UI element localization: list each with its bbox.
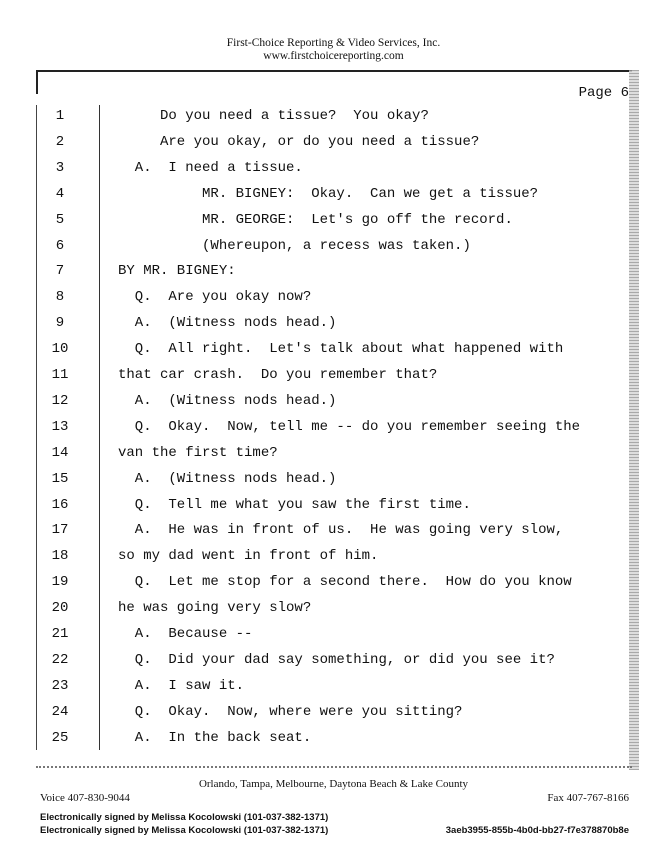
transcript-line <box>36 263 626 289</box>
line-number: 4 <box>55 185 65 202</box>
transcript-line <box>36 678 626 704</box>
line-text: A. In the back seat. <box>118 729 312 746</box>
line-text: he was going very slow? <box>118 600 312 617</box>
transcript-line <box>36 626 626 652</box>
line-number: 2 <box>55 133 65 150</box>
e-signature-line: Electronically signed by Melissa Kocolowski (101-037-382-1371) <box>40 825 329 836</box>
line-number: 22 <box>51 651 69 668</box>
line-text: Q. Tell me what you saw the first time. <box>118 496 471 513</box>
line-text: MR. GEORGE: Let's go off the record. <box>118 211 513 228</box>
line-number: 20 <box>51 600 69 617</box>
line-number: 23 <box>51 677 69 694</box>
line-number: 19 <box>51 574 69 591</box>
transcript-line <box>36 289 626 315</box>
transcript-line <box>36 341 626 367</box>
line-number: 6 <box>55 237 65 254</box>
line-text: Q. Okay. Now, tell me -- do you remember seeing the <box>118 418 581 435</box>
transcript-line <box>36 445 626 471</box>
line-text: so my dad went in front of him. <box>118 548 379 565</box>
line-number: 15 <box>51 470 69 487</box>
line-text: Q. All right. Let's talk about what happened with <box>118 341 564 358</box>
transcript-line <box>36 730 626 756</box>
line-text: Do you need a tissue? You okay? <box>118 108 429 124</box>
transcript-line <box>36 471 626 497</box>
line-text: A. (Witness nods head.) <box>118 315 337 332</box>
line-text: A. I need a tissue. <box>118 159 303 176</box>
line-number: 12 <box>51 392 69 409</box>
line-text: van the first time? <box>118 444 278 461</box>
transcript-line <box>36 238 626 264</box>
transcript-line <box>36 160 626 186</box>
frame-left-border <box>36 70 38 94</box>
document-header <box>0 37 667 63</box>
bottom-border-rule <box>36 766 632 768</box>
transcript-line <box>36 393 626 419</box>
page-number: Page 6 <box>578 85 629 101</box>
line-text: (Whereupon, a recess was taken.) <box>118 237 471 254</box>
line-text: Q. Did your dad say something, or did you see it? <box>118 651 555 668</box>
line-text: Q. Okay. Now, where were you sitting? <box>118 703 463 720</box>
transcript-line <box>36 497 626 523</box>
line-text: A. (Witness nods head.) <box>118 392 337 409</box>
e-signature-line: Electronically signed by Melissa Kocolowski (101-037-382-1371) <box>40 812 329 823</box>
line-number: 3 <box>55 159 65 176</box>
transcript-line <box>36 212 626 238</box>
line-number: 24 <box>51 703 69 720</box>
frame-top-border <box>36 70 632 72</box>
line-text: Q. Let me stop for a second there. How do you know <box>118 574 572 591</box>
line-number: 21 <box>51 626 69 642</box>
line-number: 8 <box>55 289 65 306</box>
transcript-line <box>36 315 626 341</box>
transcript-line <box>36 419 626 445</box>
company-website: www.firstchoicereporting.com <box>263 50 404 62</box>
line-number: 13 <box>51 418 69 435</box>
scan-edge-shading <box>629 70 639 770</box>
transcript-line <box>36 186 626 212</box>
line-text: that car crash. Do you remember that? <box>118 367 438 383</box>
line-number: 18 <box>51 548 69 565</box>
transcript-line <box>36 600 626 626</box>
line-number: 17 <box>51 522 69 539</box>
line-number: 5 <box>55 211 65 228</box>
line-number: 7 <box>55 263 65 280</box>
line-text: Are you okay, or do you need a tissue? <box>118 133 480 150</box>
transcript-line <box>36 652 626 678</box>
line-number: 11 <box>51 367 69 383</box>
transcript-line <box>36 367 626 393</box>
footer-locations: Orlando, Tampa, Melbourne, Daytona Beach & Lake County <box>198 778 469 790</box>
line-text: Q. Are you okay now? <box>118 289 312 306</box>
line-text: MR. BIGNEY: Okay. Can we get a tissue? <box>118 185 539 202</box>
transcript-line <box>36 548 626 574</box>
line-number: 1 <box>55 108 65 124</box>
line-number: 16 <box>51 496 69 513</box>
line-text: A. Because -- <box>118 626 253 642</box>
transcript-line <box>36 704 626 730</box>
transcript-line <box>36 108 626 134</box>
transcript-line <box>36 134 626 160</box>
line-text: BY MR. BIGNEY: <box>118 263 236 280</box>
document-hash: 3aeb3955-855b-4b0d-bb27-f7e378870b8e <box>445 825 629 836</box>
line-text: A. (Witness nods head.) <box>118 470 337 487</box>
footer-voice-number: Voice 407-830-9044 <box>40 792 130 804</box>
line-number: 14 <box>51 444 69 461</box>
line-number: 25 <box>51 729 69 746</box>
footer-fax-number: Fax 407-767-8166 <box>547 792 629 804</box>
line-number: 10 <box>51 341 69 358</box>
line-number: 9 <box>55 315 65 332</box>
line-text: A. I saw it. <box>118 677 245 694</box>
company-name: First-Choice Reporting & Video Services, Inc. <box>226 37 441 49</box>
transcript-line <box>36 522 626 548</box>
line-text: A. He was in front of us. He was going very slow, <box>118 522 564 539</box>
transcript-line <box>36 574 626 600</box>
